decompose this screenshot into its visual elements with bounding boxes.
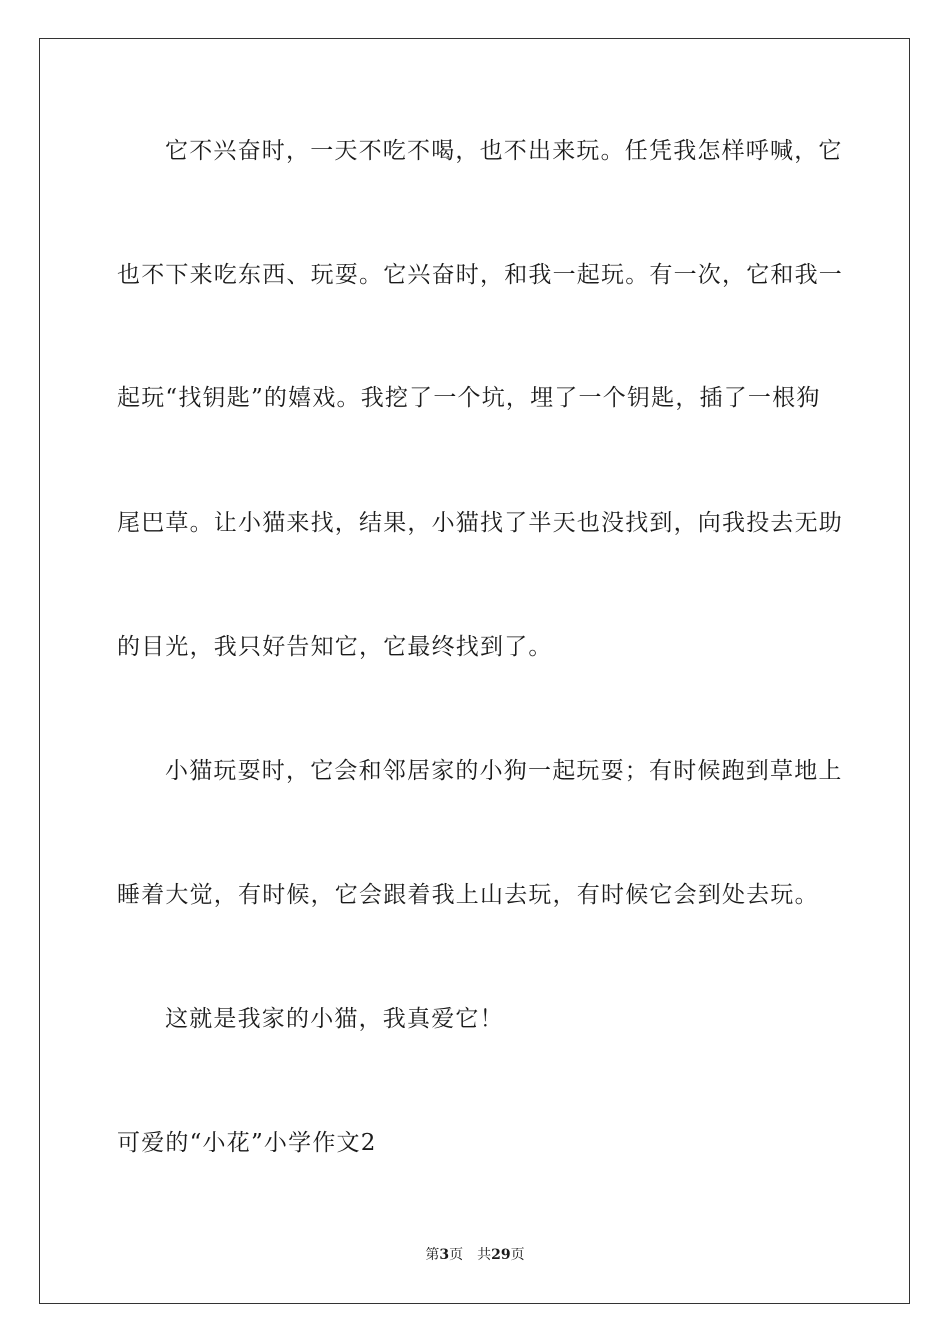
footer-total-pages: 29 (491, 1247, 511, 1263)
section-heading: 可爱的“小花”小学作文2 (117, 1130, 377, 1156)
paragraph-2-line-1: 小猫玩耍时，它会和邻居家的小狗一起玩耍；有时候跑到草地上 (165, 758, 843, 784)
page-border (39, 38, 910, 1304)
paragraph-2-line-2: 睡着大觉，有时候，它会跟着我上山去玩，有时候它会到处去玩。 (117, 882, 819, 908)
page-footer (0, 1246, 950, 1264)
footer-total-prefix: 共 (477, 1247, 492, 1263)
footer-page-suffix: 页 (449, 1247, 464, 1263)
footer-total-suffix: 页 (510, 1247, 525, 1263)
footer-page-prefix: 第 (425, 1247, 440, 1263)
footer-page-number: 3 (439, 1247, 450, 1263)
paragraph-1-line-3: 起玩“找钥匙”的嬉戏。我挖了一个坑，埋了一个钥匙，插了一根狗 (117, 385, 821, 411)
paragraph-1-line-1: 它不兴奋时，一天不吃不喝，也不出来玩。任凭我怎样呼喊，它 (165, 138, 843, 164)
paragraph-3-line-1: 这就是我家的小猫，我真爱它！ (165, 1006, 504, 1032)
paragraph-1-line-4: 尾巴草。让小猫来找，结果，小猫找了半天也没找到，向我投去无助 (117, 510, 843, 536)
paragraph-1-line-2: 也不下来吃东西、玩耍。它兴奋时，和我一起玩。有一次，它和我一 (117, 262, 843, 288)
paragraph-1-line-5: 的目光，我只好告知它，它最终找到了。 (117, 634, 553, 660)
